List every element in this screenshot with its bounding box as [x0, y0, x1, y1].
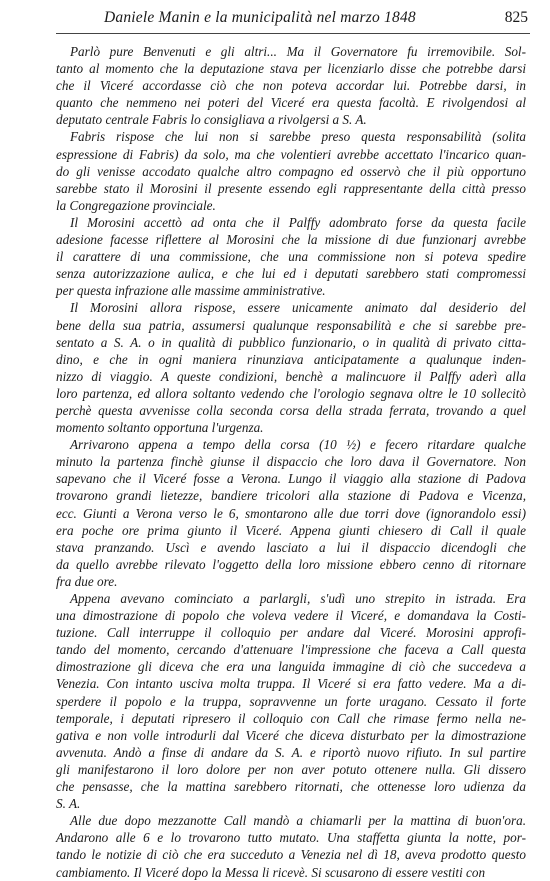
- text-line: avvenuta. Andò a finse di andare da S. A. e riportò nuovo rifiuto. In sul partire: [56, 744, 526, 760]
- text-line: Appena avevano cominciato a parlargli, s'udì uno strepito in istrada. Era: [70, 591, 526, 606]
- text-line: deputato centrale Fabris lo consigliava a rivolgersi a S. A.: [56, 112, 367, 128]
- text-line: loro partenza, ed allora soltanto vedendo che l'orologio segnava oltre le 10 sollecitò: [56, 385, 526, 401]
- page-number: 825: [504, 9, 528, 26]
- text-line: minuto la partenza finchè giunse il dispaccio che loro dava il Governatore. Non: [56, 454, 526, 470]
- text-line: temporale, i deputati ripresero il colloquio con Call che rimase fermo nella ne-: [56, 710, 526, 726]
- text-line: trovarono grandi lietezze, bandiere tricolori alla stazione di Padova e Vicenza,: [56, 488, 526, 504]
- text-line: nizzo di viaggio. A queste condizioni, benchè a malincuore il Palffy aderì alla: [56, 368, 526, 384]
- text-line: sapevano che il Viceré fosse a Verona. Lungo il viaggio alla stazione di Padova: [56, 471, 526, 487]
- text-line: per questa infrazione alle massime amministrative.: [56, 283, 326, 299]
- text-line: ecc. Giunti a Verona verso le 6, smontarono alle due torri dove (ignorandolo essi): [56, 505, 526, 521]
- text-line: la Congregazione provinciale.: [56, 197, 216, 213]
- text-line: sarebbe stato il Morosini il presente essendo egli rappresentante della città presso: [56, 180, 526, 196]
- text-line: bene della sua patria, assumersi qualunque responsabilità e che si sarebbe pre-: [56, 317, 526, 333]
- text-line: S. A.: [56, 796, 81, 812]
- text-line: da quello avrebbe rilevato l'oggetto della loro missione ebbero cenno di ritornare: [56, 556, 526, 572]
- text-line: sentato a S. A. o in qualità di pubblico funzionario, o in qualità di privato citta-: [56, 334, 526, 350]
- text-line: senza autorizzazione aulica, e che lui ed i deputati sarebbero stati compromessi: [56, 266, 526, 282]
- text-line: sperdere il popolo e la truppa, sopravvenne un forte uragano. Cessato il forte: [56, 693, 526, 709]
- text-line: Il Morosini accettò ad onta che il Palffy adombrato forse da questa facile: [70, 214, 526, 230]
- text-line: che il Viceré accordasse ciò che non poteva accordar lui. Potrebbe darsi, in: [56, 78, 526, 94]
- text-line: quanto che nemmeno nei poteri del Viceré era questa facoltà. E rivolgendosi al: [56, 95, 526, 111]
- text-line: Andarono alle 6 e lo trovarono tutto mutato. Una staffetta giunta la notte, por-: [56, 830, 526, 846]
- text-line: gativa e non volle introdurli dal Viceré che diceva disturbato per la dimostrazione: [56, 727, 526, 743]
- body-text: [56, 43, 526, 881]
- text-line: tando del momento, cercando d'attenuare l'impressione che faceva a Call questa: [56, 642, 526, 658]
- text-line: Alle due dopo mezzanotte Call mandò a chiamarli per la mattina di buon'ora.: [70, 813, 526, 829]
- text-line: una dimostrazione di popolo che voleva vedere il Viceré, e domandava la Costi-: [56, 608, 526, 624]
- text-line: gli manifestarono il loro dolore per non aver potuto ottenere nulla. Gli dissero: [56, 761, 526, 777]
- text-line: adesione facesse riflettere al Morosini che la missione di due funzionarj avrebbe: [56, 232, 526, 248]
- header-rule: [56, 33, 530, 34]
- text-line: tanto al momento che la deputazione stava per licenziarlo disse che potrebbe darsi: [56, 61, 526, 77]
- running-head: [56, 9, 528, 31]
- text-line: Parlò pure Benvenuti e gli altri... Ma il Governatore fu irremovibile. Sol-: [70, 44, 526, 59]
- text-line: do gli venisse accodato qualche altro compagno ed osservò che il più opportuno: [56, 163, 526, 179]
- running-title: Daniele Manin e la municipalità nel marzo 1848: [104, 9, 416, 26]
- text-line: tando le notizie di ciò che era succeduto a Venezia nel dì 18, aveva prodotto questo: [56, 847, 526, 863]
- text-line: stava pranzando. Uscì e avendo lasciato a lui il dispaccio dicendogli che: [56, 539, 526, 555]
- text-line: espressione di Fabris) da solo, ma che volentieri avrebbe accettato l'incarico quan-: [56, 146, 526, 162]
- text-line: tuzione. Call interruppe il colloquio per andare dal Viceré. Morosini approfi-: [56, 625, 526, 641]
- text-line: dimostrazione gli diceva che era una languida immagine di ciò che succedeva a: [56, 659, 526, 675]
- text-line: fra due ore.: [56, 573, 118, 589]
- text-line: era poche ore prima giunto il Viceré. Appena giunti chiesero di Call il quale: [56, 522, 526, 538]
- text-line: Il Morosini allora rispose, essere unicamente animato dal desiderio del: [70, 300, 526, 316]
- text-line: Arrivarono appena a tempo della corsa (10 ½) e fecero ritardare qualche: [70, 437, 526, 453]
- text-line: cambiamento. Il Viceré dopo la Messa li ricevè. Si scusarono di essere vestiti con: [56, 864, 486, 880]
- text-line: Venezia. Con intanto usciva molta truppa. Il Viceré si era fatto vedere. Ma a di-: [56, 676, 526, 692]
- text-line: Fabris rispose che lui non si sarebbe preso questa responsabilità (solita: [70, 129, 526, 145]
- text-line: momento soltanto opportuna l'urgenza.: [56, 420, 264, 436]
- text-line: dino, e che in ogni maniera rinunziava anticipatamente a qualunque inden-: [56, 351, 526, 367]
- text-line: perchè questa avvenisse colla seconda corsa della strada ferrata, trovando a quel: [56, 402, 526, 418]
- text-line: il carattere di una commissione, che una commissione non si poteva spedire: [56, 249, 526, 265]
- text-line: che pensasse, che la mattina sarebbero ritornati, che ottenesse loro udienza da: [56, 779, 526, 795]
